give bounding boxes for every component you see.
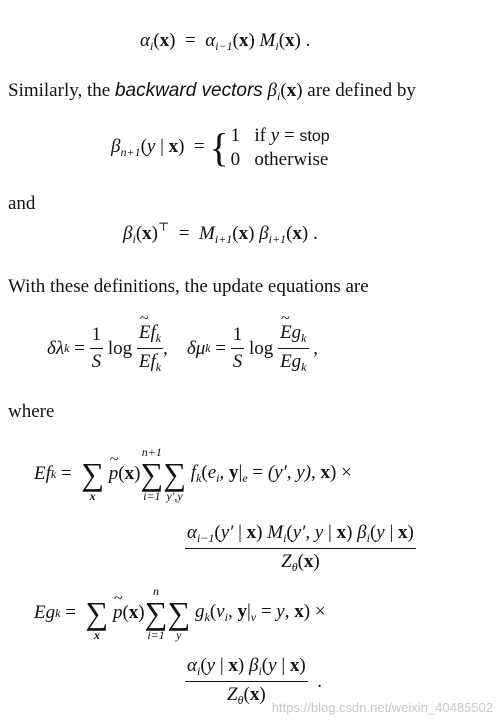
fraction-alpha-beta-over-Z: $\frac{\alpha_i(y | x) \beta_i(y | x)}{Z_\theta(x)}$ [187,655,306,707]
fraction-one-over-S-2: $\frac{1}{S}$ [232,324,243,372]
equation-beta-recursion: $\beta_i(x)^⊤ = M_{i+1}(x)$ $\beta_{i+1}(x)$ . [123,220,318,246]
equation-beta-initial: $\beta_{n+1}(y$ | x) = { 1 if y = stop 0 otherwise [111,124,330,170]
fraction-Eg-ratio: ~ $\frac{Eg_k}{Eg_k}$ [278,322,308,375]
sum-over-y: ∑ y [167,595,191,642]
equation-Ef-fraction [185,522,416,575]
cases-brace: { [209,124,229,170]
sum-over-y-pair: ∑ y′,y [163,456,187,503]
equation-Ef-first-line: E f k = ∑ x ~ p(x) n+1 ∑ i=1 ∑ y′,y $f_k(e_i$, $y|_e = (y'$, y), x) × [34,446,352,502]
alpha-symbol: α [140,30,150,51]
sum-over-x-2: ∑ x [85,595,109,642]
emphasis-backward-vectors: backward vectors [114,80,263,101]
sum-over-i: n+1 ∑ i=1 [140,445,164,503]
paragraph-backward-vectors: Similarly, the backward vectors $\beta_i(x)$ are defined by [8,80,416,103]
sum-over-x: ∑ x [81,456,104,503]
equation-Eg-fraction: $\frac{\alpha_i(y | x) \beta_i(y | x)}{Z_\theta(x)}$ . [187,655,322,707]
case-stop: 1 if y = stop [230,125,330,146]
equation-update-rules: δλ k = $\frac{1}{S}$ log ~ $\frac{Ef_k}{Ef_k}$ , δμ k = $\frac{1}{S}$ log ~ $\frac{Eg_k}{Eg_k}$ , [47,322,318,375]
equation-alpha-recursion: $\alpha_i(x) = \alpha_{i-1}(x)$ $M_i(x)$ . [140,30,311,53]
paragraph-update-equations: With these definitions, the update equations are [8,276,369,297]
fraction-alpha-M-beta-over-Z: $\frac{\alpha_{i-1}(y' | x) M_i(y', y | x) \beta_i(y | x)}{Z_\theta(x)}$ [187,522,414,574]
fraction-one-over-S: $\frac{1}{S}$ [91,324,102,372]
fraction-Ef-ratio: ~ $\frac{Ef_k}{Ef_k}$ [137,322,163,375]
case-otherwise: 0 otherwise [230,149,329,170]
word-and: and [8,193,36,214]
equation-Eg-first-line: E g k = ∑ x ~ p(x) n ∑ i=1 ∑ y $g_k(v_i$, $y|_v = y$, x) × [34,585,326,641]
watermark-url: https://blog.csdn.net/weixin_40485502 [271,700,493,715]
sum-over-i-2: n ∑ i=1 [144,584,168,642]
word-where: where [8,401,55,422]
